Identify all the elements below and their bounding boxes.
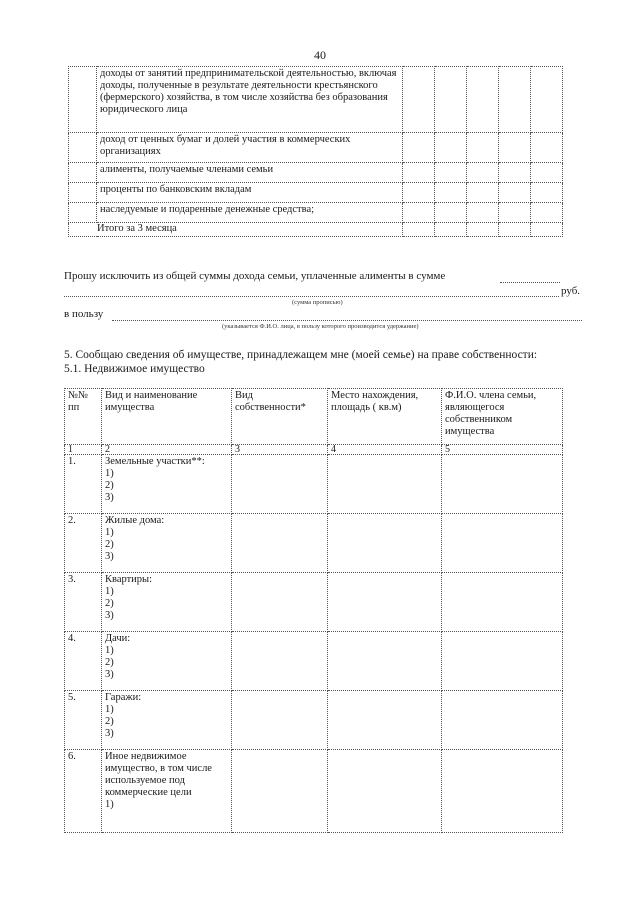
currency-label: руб. xyxy=(561,285,581,297)
income-value-cell[interactable] xyxy=(531,183,563,203)
income-total-cell[interactable] xyxy=(435,223,467,237)
group-name: Дачи: xyxy=(105,633,131,644)
income-total-cell[interactable] xyxy=(499,223,531,237)
income-value-cell[interactable] xyxy=(467,203,499,223)
income-row-num-cell xyxy=(69,67,97,133)
income-value-cell[interactable] xyxy=(435,133,467,163)
alimony-request-text: Прошу исключить из общей суммы дохода семьи, уплаченные алименты в сумме xyxy=(64,270,446,282)
income-total-cell[interactable] xyxy=(467,223,499,237)
income-value-cell[interactable] xyxy=(499,203,531,223)
income-value-cell[interactable] xyxy=(467,183,499,203)
group-name: Квартиры: xyxy=(105,574,153,585)
column-number: 4 xyxy=(328,445,442,455)
income-value-cell[interactable] xyxy=(435,163,467,183)
item-label: 1) xyxy=(105,645,114,656)
income-total-cell[interactable] xyxy=(403,223,435,237)
group-items xyxy=(102,514,232,573)
column-number: 2 xyxy=(102,445,232,455)
group-number: 5. xyxy=(65,691,102,750)
income-value-cell[interactable] xyxy=(531,133,563,163)
income-value-cell[interactable] xyxy=(435,203,467,223)
income-row xyxy=(69,183,563,203)
item-label: 3) xyxy=(105,610,114,621)
group-number: 4. xyxy=(65,632,102,691)
property-group-garages xyxy=(65,691,563,750)
header-owner-name: Ф.И.О. члена семьи, являющегося собственником имущества xyxy=(442,389,563,445)
group-name: Иное недвижимое имущество, в том числе используемое под коммерческие цели xyxy=(105,751,212,798)
income-row-num-cell xyxy=(69,163,97,183)
ownership-cell[interactable] xyxy=(232,632,328,691)
location-cell[interactable] xyxy=(328,455,442,514)
ownership-cell[interactable] xyxy=(232,691,328,750)
income-row-label: наследуемые и подаренные денежные средства; xyxy=(97,203,403,223)
item-label: 2) xyxy=(105,657,114,668)
item-label: 3) xyxy=(105,551,114,562)
owner-cell[interactable] xyxy=(442,573,563,632)
beneficiary-label: в пользу xyxy=(64,308,104,320)
property-group-dachas xyxy=(65,632,563,691)
page-number: 40 xyxy=(314,48,326,62)
owner-cell[interactable] xyxy=(442,691,563,750)
property-group-land xyxy=(65,455,563,514)
group-number: 1. xyxy=(65,455,102,514)
income-total-cell[interactable] xyxy=(531,223,563,237)
income-total-label: Итого за 3 месяца xyxy=(69,223,403,237)
item-label: 2) xyxy=(105,598,114,609)
property-group-houses xyxy=(65,514,563,573)
owner-cell[interactable] xyxy=(442,750,563,833)
group-items xyxy=(102,573,232,632)
location-cell[interactable] xyxy=(328,750,442,833)
income-value-cell[interactable] xyxy=(499,163,531,183)
income-row-label: проценты по банковским вкладам xyxy=(97,183,403,203)
income-value-cell[interactable] xyxy=(403,163,435,183)
property-table xyxy=(64,388,563,833)
property-group-apartments xyxy=(65,573,563,632)
income-row xyxy=(69,203,563,223)
group-name: Земельные участки**: xyxy=(105,456,205,467)
beneficiary-caption: (указывается Ф.И.О. лица, в пользу которого производится удержание) xyxy=(222,323,419,330)
item-label: 3) xyxy=(105,492,114,503)
item-label: 1) xyxy=(105,468,114,479)
item-label: 2) xyxy=(105,539,114,550)
amount-caption: (сумма прописью) xyxy=(292,299,343,306)
income-value-cell[interactable] xyxy=(531,203,563,223)
location-cell[interactable] xyxy=(328,632,442,691)
income-value-cell[interactable] xyxy=(531,67,563,133)
item-label: 2) xyxy=(105,480,114,491)
income-row-label: алименты, получаемые членами семьи xyxy=(97,163,403,183)
income-value-cell[interactable] xyxy=(403,67,435,133)
alimony-amount-words-field[interactable] xyxy=(64,296,559,297)
item-label: 1) xyxy=(105,704,114,715)
income-value-cell[interactable] xyxy=(467,67,499,133)
item-label: 1) xyxy=(105,527,114,538)
income-row-num-cell xyxy=(69,183,97,203)
section-5-1-subtitle: 5.1. Недвижимое имущество xyxy=(64,363,205,375)
group-items xyxy=(102,750,232,833)
income-value-cell[interactable] xyxy=(435,67,467,133)
income-value-cell[interactable] xyxy=(403,203,435,223)
group-name: Гаражи: xyxy=(105,692,142,703)
property-group-other xyxy=(65,750,563,833)
group-number: 3. xyxy=(65,573,102,632)
income-row-num-cell xyxy=(69,133,97,163)
section-5-title: 5. Сообщаю сведения об имуществе, принадлежащем мне (моей семье) на праве собственности: xyxy=(64,349,538,361)
group-items xyxy=(102,632,232,691)
income-row-num-cell xyxy=(69,203,97,223)
income-row xyxy=(69,163,563,183)
alimony-amount-field[interactable] xyxy=(500,282,560,283)
ownership-cell[interactable] xyxy=(232,750,328,833)
income-value-cell[interactable] xyxy=(403,133,435,163)
income-table xyxy=(68,66,563,237)
income-value-cell[interactable] xyxy=(531,163,563,183)
income-value-cell[interactable] xyxy=(499,183,531,203)
group-number: 2. xyxy=(65,514,102,573)
header-num: №№ пп xyxy=(65,389,102,445)
header-type-name: Вид и наименование имущества xyxy=(102,389,232,445)
location-cell[interactable] xyxy=(328,573,442,632)
item-label: 3) xyxy=(105,728,114,739)
ownership-cell[interactable] xyxy=(232,573,328,632)
group-items xyxy=(102,455,232,514)
item-label: 1) xyxy=(105,586,114,597)
income-row-label: доходы от занятий предпринимательской деятельностью, включая доходы, полученные в результате деятельности крестьянского (фермерского) хозяйства, в том числе хозяйства без образования юридического лица xyxy=(97,67,403,133)
column-number: 5 xyxy=(442,445,563,455)
beneficiary-field[interactable] xyxy=(112,320,582,321)
group-items xyxy=(102,691,232,750)
location-cell[interactable] xyxy=(328,514,442,573)
item-label: 2) xyxy=(105,716,114,727)
income-value-cell[interactable] xyxy=(467,163,499,183)
column-number: 3 xyxy=(232,445,328,455)
item-label: 3) xyxy=(105,669,114,680)
income-value-cell[interactable] xyxy=(499,133,531,163)
location-cell[interactable] xyxy=(328,691,442,750)
header-ownership: Вид собственности* xyxy=(232,389,328,445)
income-row-label: доход от ценных бумаг и долей участия в коммерческих организациях xyxy=(97,133,403,163)
owner-cell[interactable] xyxy=(442,632,563,691)
column-number-row xyxy=(65,445,563,455)
income-value-cell[interactable] xyxy=(435,183,467,203)
group-name: Жилые дома: xyxy=(105,515,165,526)
income-value-cell[interactable] xyxy=(499,67,531,133)
header-location-area: Место нахождения, площадь ( кв.м) xyxy=(328,389,442,445)
owner-cell[interactable] xyxy=(442,455,563,514)
income-row xyxy=(69,133,563,163)
income-value-cell[interactable] xyxy=(467,133,499,163)
income-row xyxy=(69,67,563,133)
owner-cell[interactable] xyxy=(442,514,563,573)
property-header-row xyxy=(65,389,563,445)
item-label: 1) xyxy=(105,799,114,810)
income-total-row xyxy=(69,223,563,237)
group-number: 6. xyxy=(65,750,102,833)
income-value-cell[interactable] xyxy=(403,183,435,203)
ownership-cell[interactable] xyxy=(232,455,328,514)
column-number: 1 xyxy=(65,445,102,455)
ownership-cell[interactable] xyxy=(232,514,328,573)
